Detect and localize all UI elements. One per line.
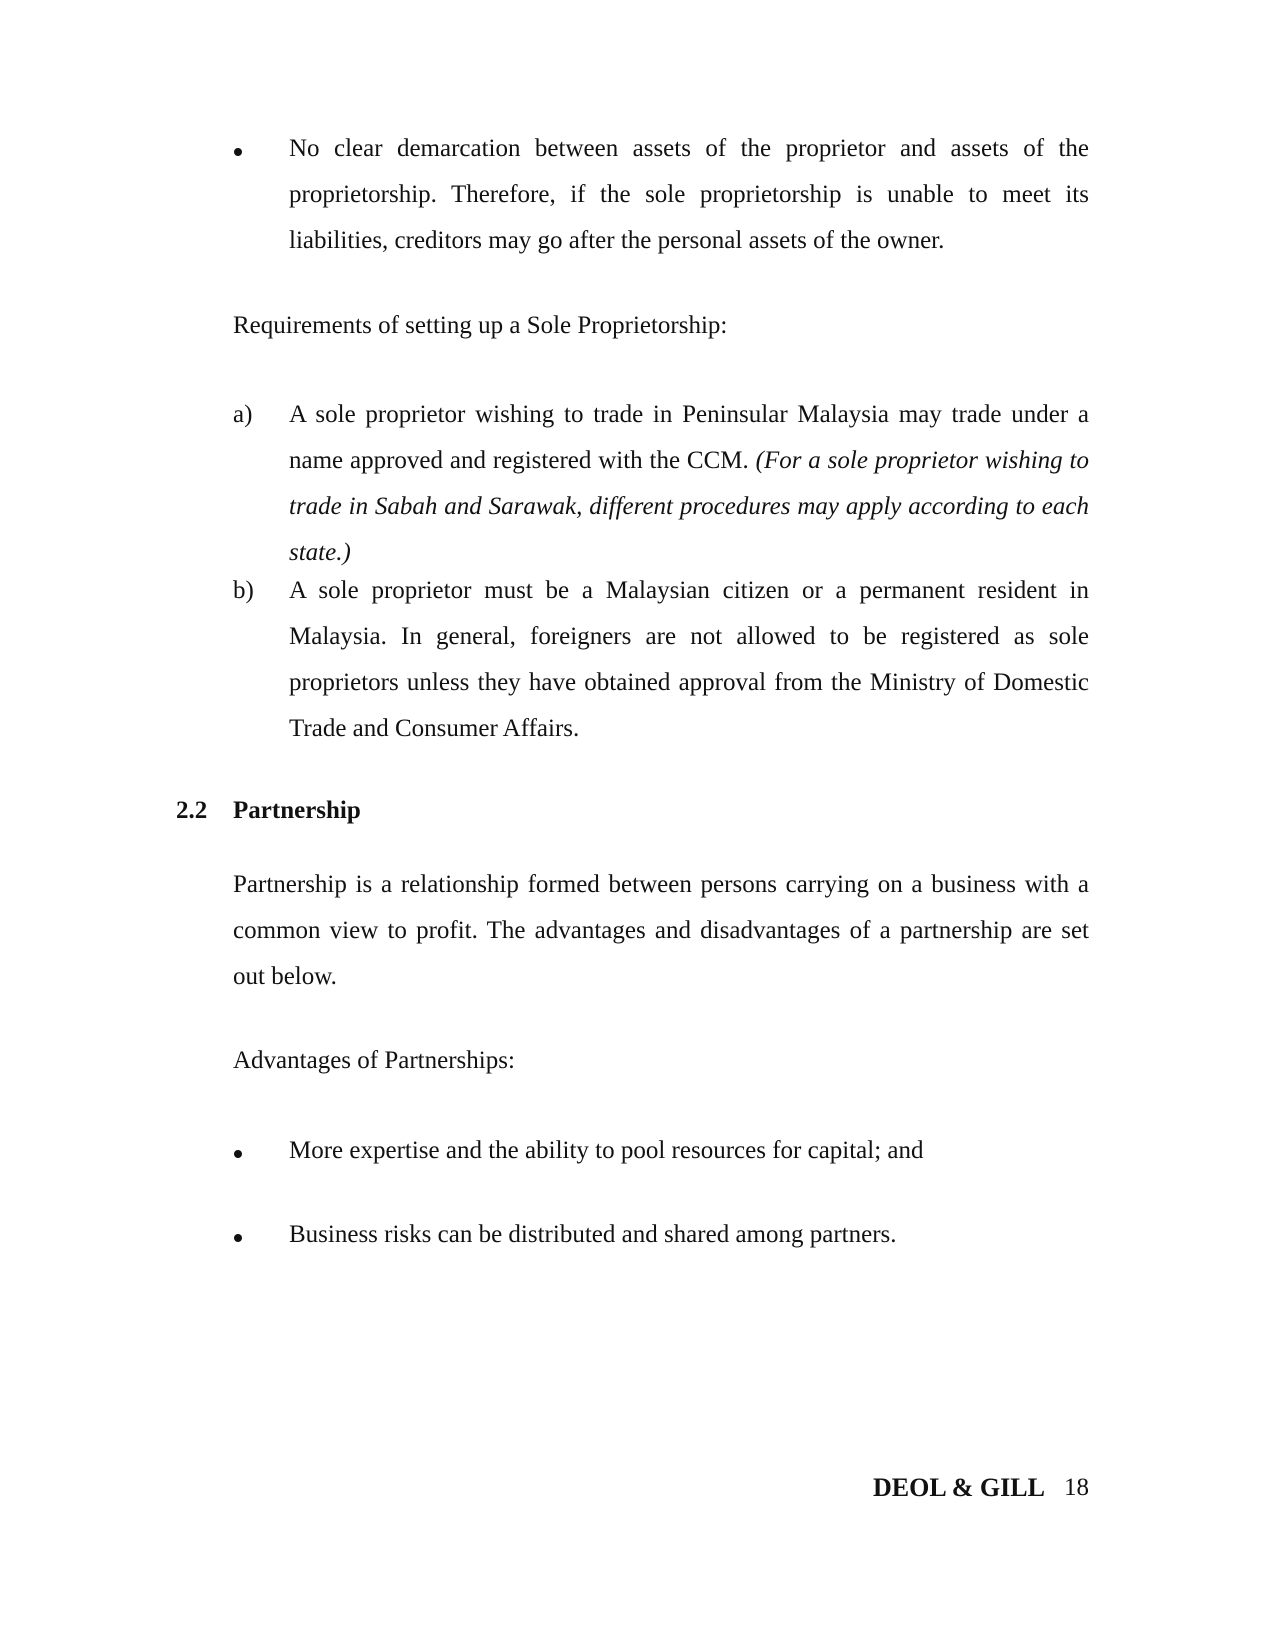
section-title: Partnership [233, 797, 361, 824]
requirement-a-paragraph [289, 392, 1089, 576]
bullet-icon [234, 1150, 242, 1158]
advantage-item: Business risks can be distributed and shared among partners. [289, 1221, 897, 1248]
requirement-a-text: A sole proprietor wishing to trade in Peninsular Malaysia may trade under a name approved and registered with the CCM. [289, 401, 1089, 474]
advantages-heading: Advantages of Partnerships: [233, 1047, 515, 1074]
list-marker-a: a) [233, 401, 253, 428]
page-number: 18 [1064, 1474, 1089, 1501]
bullet-icon [234, 1234, 242, 1242]
requirement-b-paragraph: A sole proprietor must be a Malaysian citizen or a permanent resident in Malaysia. In general, foreigners are not allowed to be registered as sole proprietors unless they have obtained approval from the Ministry of Domestic Trade and Consumer Affairs. [289, 577, 1089, 742]
requirement-a-italic-note: (For a sole proprietor wishing to trade in Sabah and Sarawak, different procedures may apply according to each state.) [289, 447, 1089, 566]
footer-firm-name: DEOL & GILL [873, 1473, 1045, 1502]
bullet-icon [234, 148, 242, 156]
advantage-item: More expertise and the ability to pool resources for capital; and [289, 1137, 924, 1164]
requirements-heading: Requirements of setting up a Sole Proprietorship: [233, 312, 728, 339]
section-number: 2.2 [176, 797, 208, 824]
list-marker-b: b) [233, 577, 254, 604]
bullet-paragraph-demarcation: No clear demarcation between assets of the proprietor and assets of the proprietorship. Therefore, if the sole proprietorship is unable to meet its liabilities, creditors may go after the personal assets of the owner. [289, 135, 1089, 254]
partnership-intro-paragraph: Partnership is a relationship formed between persons carrying on a business with a common view to profit. The advantages and disadvantages of a partnership are set out below. [233, 871, 1089, 990]
